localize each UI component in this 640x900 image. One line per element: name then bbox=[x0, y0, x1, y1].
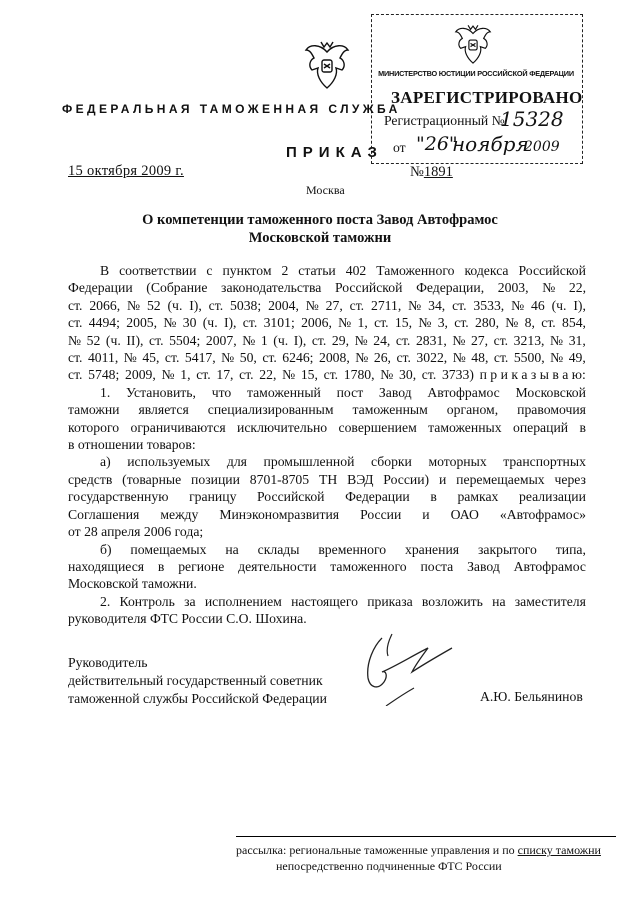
body-word: Федерации bbox=[345, 489, 410, 505]
body-word: ст. bbox=[395, 332, 411, 348]
stamp-registered-text: ЗАРЕГИСТРИРОВАНО bbox=[391, 88, 583, 107]
body-word: 4494; bbox=[88, 315, 120, 331]
body-word: ст. bbox=[493, 350, 509, 366]
body-word: 2007, bbox=[205, 332, 237, 348]
city: Москва bbox=[306, 183, 345, 197]
body-word: 17, bbox=[216, 367, 234, 383]
body-word: № bbox=[282, 367, 296, 383]
body-word: России) bbox=[383, 471, 430, 487]
body-word: № bbox=[550, 350, 564, 366]
body-line bbox=[68, 488, 586, 505]
body-word: 1. bbox=[100, 384, 111, 400]
body-word: 50, bbox=[239, 350, 257, 366]
body-word: в bbox=[430, 489, 437, 505]
body-word: № bbox=[418, 315, 432, 331]
body-word: 2066, bbox=[89, 297, 121, 313]
body-word: моторных bbox=[428, 454, 487, 470]
body-word: ст. bbox=[196, 367, 211, 383]
body-word: 3533, bbox=[473, 297, 505, 313]
body-word: заместителя bbox=[514, 593, 586, 609]
body-word: 2003, bbox=[497, 280, 529, 296]
body-word: позиции bbox=[191, 471, 240, 487]
body-word: Автофрамос bbox=[427, 384, 500, 400]
body-word: № bbox=[408, 297, 422, 313]
body-word: II), bbox=[126, 332, 144, 348]
body-word: 27, bbox=[325, 297, 343, 313]
distribution-line-1 bbox=[236, 842, 601, 858]
number-value: 1891 bbox=[423, 164, 453, 180]
body-word: для bbox=[226, 454, 247, 470]
body-word: и bbox=[438, 471, 447, 487]
body-word: 52 bbox=[146, 297, 161, 313]
body-word: пост bbox=[336, 384, 364, 400]
body-word: 2008, bbox=[318, 350, 350, 366]
body-word: за bbox=[184, 593, 196, 609]
body-line bbox=[68, 558, 586, 575]
body-word: п р и к а з ы в а ю: bbox=[479, 367, 586, 383]
body-word: 3213, bbox=[513, 332, 545, 348]
body-word: 29, bbox=[331, 332, 349, 348]
body-line bbox=[68, 279, 586, 296]
body-word: 3022, bbox=[416, 350, 448, 366]
body-word: ст. bbox=[68, 367, 83, 383]
body-line bbox=[68, 314, 586, 331]
body-word: операций bbox=[512, 419, 569, 435]
body-word: 5417, bbox=[184, 350, 216, 366]
body-word: ст. bbox=[323, 367, 339, 383]
body-word: ст. bbox=[149, 332, 164, 348]
signer-title-3: таможенной службы Российской Федерации bbox=[68, 691, 327, 706]
body-word: 2009, bbox=[125, 367, 156, 383]
distribution-note bbox=[236, 842, 601, 874]
title-line-1: О компетенции таможенного поста Завод Автофрамос bbox=[142, 212, 498, 228]
body-word: 46 bbox=[531, 297, 545, 313]
body-word: ст. bbox=[311, 332, 327, 348]
body-word: № bbox=[511, 297, 525, 313]
body-word: I), bbox=[573, 297, 586, 313]
body-word: ст. bbox=[454, 315, 469, 331]
body-word: Автофрамос bbox=[513, 558, 586, 574]
body-word: 30 bbox=[182, 315, 197, 331]
body-word: исполнением bbox=[204, 593, 282, 609]
body-word: I), bbox=[189, 297, 202, 313]
body-word: совершением bbox=[338, 419, 417, 435]
body-word: Московской bbox=[515, 384, 586, 400]
body-word: является bbox=[138, 402, 189, 418]
body-word: № bbox=[123, 350, 137, 366]
body-word: 45, bbox=[142, 350, 160, 366]
body-word: 52 bbox=[86, 332, 101, 348]
body-word: государственную bbox=[68, 489, 169, 505]
body-word: 1, bbox=[180, 367, 191, 383]
body-word: № bbox=[380, 367, 394, 383]
stamp-date-day: "26" bbox=[416, 133, 458, 155]
body-word: 1 bbox=[260, 332, 268, 348]
stamp-reg-number: 15328 bbox=[500, 107, 564, 131]
body-word: 2. bbox=[100, 593, 111, 609]
body-word: ст. bbox=[239, 367, 254, 383]
body-word: ст. bbox=[262, 350, 277, 366]
body-word: Контроль bbox=[119, 593, 175, 609]
body-word: № bbox=[452, 350, 466, 366]
body-line bbox=[68, 297, 586, 314]
body-word: настоящего bbox=[291, 593, 358, 609]
body-word: 2006, bbox=[301, 315, 332, 331]
body-line bbox=[68, 610, 586, 627]
body-word: ст. bbox=[242, 315, 258, 331]
body-word: ст. bbox=[452, 297, 467, 313]
body-line bbox=[68, 384, 586, 401]
body-word: на bbox=[492, 593, 506, 609]
body-word: ограничиваются bbox=[130, 419, 226, 435]
body-word: ОАО bbox=[450, 506, 479, 522]
body-word: 1780, bbox=[343, 367, 375, 383]
body-word: руководителя ФТС России С.О. Шохина. bbox=[68, 611, 307, 627]
body-word: ст. bbox=[396, 350, 411, 366]
body-word: 6246; bbox=[282, 350, 314, 366]
body-word: статьи bbox=[298, 263, 336, 278]
body-line bbox=[68, 349, 586, 366]
body-word: ст. bbox=[164, 350, 180, 366]
body-word: в отношении товаров: bbox=[68, 437, 196, 453]
body-word: закрытого bbox=[477, 541, 537, 557]
body-word: I), bbox=[223, 315, 237, 331]
body-word: временного bbox=[318, 541, 387, 557]
body-word: 15, bbox=[394, 315, 412, 331]
body-word: законодательства bbox=[221, 280, 322, 296]
stamp-date-month: ноября bbox=[452, 132, 529, 156]
body-word: 30, bbox=[399, 367, 417, 383]
body-word: регионе bbox=[178, 558, 225, 574]
title-line-2: Московской таможни bbox=[248, 230, 392, 246]
body-word: Установить, bbox=[126, 384, 196, 400]
body-word: № bbox=[127, 297, 141, 313]
body-word: ст. bbox=[374, 315, 389, 331]
body-word: 8, bbox=[524, 315, 535, 331]
body-word: между bbox=[160, 506, 199, 522]
body-word: органом, bbox=[446, 402, 499, 418]
body-word: Федерации bbox=[68, 280, 133, 296]
body-word: ст. bbox=[421, 367, 437, 383]
body-word: Завод bbox=[378, 384, 412, 400]
body-word: № bbox=[542, 280, 556, 296]
body-word: 3733) bbox=[441, 367, 474, 383]
stamp-ministry-text: МИНИСТЕРСТВО ЮСТИЦИИ РОССИЙСКОЙ ФЕДЕРАЦИИ bbox=[378, 69, 574, 78]
body-word: и bbox=[422, 506, 430, 522]
body-line bbox=[68, 575, 586, 592]
body-word: исключительно bbox=[237, 419, 328, 435]
organization-name: ФЕДЕРАЛЬНАЯ ТАМОЖЕННАЯ СЛУЖБА bbox=[62, 102, 401, 116]
body-word: таможни bbox=[68, 402, 120, 418]
body-word: приказа bbox=[367, 593, 413, 609]
stamp-date-prefix: от bbox=[393, 140, 406, 155]
body-word: 2005, bbox=[126, 315, 158, 331]
body-word: в bbox=[579, 419, 586, 435]
body-word: ст. bbox=[349, 297, 365, 313]
document-title bbox=[90, 211, 550, 247]
body-word: 3101; bbox=[263, 315, 295, 331]
document-body bbox=[68, 262, 586, 628]
body-word: 34, bbox=[428, 297, 446, 313]
body-word: № bbox=[354, 332, 368, 348]
body-word: которого bbox=[68, 419, 120, 435]
body-word: возложить bbox=[421, 593, 483, 609]
body-word: (ч. bbox=[273, 332, 289, 348]
body-word: хранения bbox=[404, 541, 460, 557]
body-word: средств bbox=[68, 471, 113, 487]
body-line bbox=[68, 262, 586, 279]
body-word: Российской bbox=[257, 489, 325, 505]
body-word: ТН bbox=[318, 471, 338, 487]
body-word: 280, bbox=[475, 315, 499, 331]
body-word: 26, bbox=[373, 350, 391, 366]
body-word: Российской bbox=[334, 280, 403, 296]
body-word: № bbox=[242, 332, 256, 348]
body-word: 5504; bbox=[169, 332, 201, 348]
body-word: № bbox=[221, 350, 235, 366]
body-word: таможенный bbox=[246, 384, 321, 400]
body-word: № bbox=[163, 315, 177, 331]
body-word: пунктом bbox=[222, 263, 272, 278]
body-word: 2 bbox=[281, 263, 289, 278]
body-word: № bbox=[161, 367, 175, 383]
body-word: находящиеся bbox=[68, 558, 145, 574]
coat-of-arms-emblem bbox=[302, 38, 352, 94]
order-number bbox=[410, 164, 453, 181]
body-line bbox=[68, 419, 586, 436]
body-line bbox=[68, 332, 586, 349]
body-word: Завод bbox=[467, 558, 500, 574]
body-word: (Собрание bbox=[146, 280, 208, 296]
body-word: Соглашения bbox=[68, 506, 140, 522]
body-word: помещаемых bbox=[130, 541, 207, 557]
body-word: № bbox=[505, 315, 519, 331]
body-word: ст. bbox=[493, 332, 509, 348]
body-line bbox=[68, 436, 586, 453]
handwritten-signature bbox=[352, 626, 462, 706]
body-word: № bbox=[355, 350, 369, 366]
body-word: (ч. bbox=[105, 332, 121, 348]
number-prefix: № bbox=[410, 164, 424, 180]
body-word: № bbox=[305, 297, 319, 313]
body-word: рамках bbox=[457, 489, 499, 505]
body-word: (ч. bbox=[202, 315, 218, 331]
distribution-divider bbox=[236, 836, 616, 837]
body-word: кодекса bbox=[464, 263, 509, 278]
body-word: 2004, bbox=[268, 297, 299, 313]
body-word: 5748; bbox=[88, 367, 120, 383]
body-word: ст. bbox=[208, 297, 224, 313]
body-word: реализации bbox=[519, 489, 586, 505]
body-line bbox=[68, 366, 586, 383]
body-word: ст. bbox=[68, 297, 83, 313]
body-word: а) bbox=[100, 454, 111, 470]
body-word: 22, bbox=[568, 280, 586, 296]
distribution-prefix: рассылка: региональные таможенные управления и по bbox=[236, 843, 515, 857]
body-word: таможенных bbox=[428, 419, 502, 435]
body-word: 8701-8705 bbox=[249, 471, 310, 487]
body-word: 24, bbox=[373, 332, 391, 348]
body-word: 31, bbox=[568, 332, 586, 348]
body-word: 48, bbox=[471, 350, 489, 366]
order-title: ПРИКАЗ bbox=[286, 144, 383, 161]
body-line bbox=[68, 453, 586, 470]
signer-title-1: Руководитель bbox=[68, 655, 148, 670]
body-word: специализированным bbox=[207, 402, 334, 418]
body-word: 402 bbox=[345, 263, 367, 278]
body-line bbox=[68, 401, 586, 418]
body-word: на bbox=[225, 541, 239, 557]
body-word: 3, bbox=[437, 315, 448, 331]
body-word: используемых bbox=[127, 454, 211, 470]
body-word: через bbox=[554, 471, 586, 487]
body-word: ст. bbox=[68, 350, 83, 366]
signer-block bbox=[68, 654, 327, 708]
body-word: 854, bbox=[562, 315, 586, 331]
body-word: № bbox=[68, 332, 82, 348]
body-word: типа, bbox=[555, 541, 586, 557]
body-word: Московской таможни. bbox=[68, 576, 197, 592]
stamp-reg-number-label: Регистрационный № bbox=[384, 113, 505, 128]
signer-name: А.Ю. Бельянинов bbox=[480, 689, 583, 704]
body-word: 27, bbox=[470, 332, 489, 348]
body-word: сборки bbox=[371, 454, 412, 470]
stamp-date-year: 2009 bbox=[524, 139, 560, 155]
body-word: № bbox=[452, 332, 466, 348]
body-line bbox=[68, 541, 586, 558]
body-word: таможенного bbox=[330, 558, 407, 574]
body-word: ВЭД bbox=[347, 471, 374, 487]
order-date: 15 октября 2009 г. bbox=[68, 163, 184, 179]
body-word: 49, bbox=[568, 350, 586, 366]
body-word: № bbox=[550, 332, 564, 348]
body-word: (ч. bbox=[551, 297, 567, 313]
body-word: деятельности bbox=[238, 558, 317, 574]
body-word: ст. bbox=[541, 315, 556, 331]
body-word: поста bbox=[420, 558, 454, 574]
body-word: склады bbox=[257, 541, 300, 557]
body-word: 5038; bbox=[230, 297, 262, 313]
body-word: 22, bbox=[259, 367, 277, 383]
body-line bbox=[68, 523, 586, 540]
body-word: от 28 апреля 2006 года; bbox=[68, 524, 204, 540]
body-word: 5500, bbox=[513, 350, 545, 366]
body-word: 1, bbox=[357, 315, 368, 331]
signer-title-2: действительный государственный советник bbox=[68, 673, 323, 688]
body-word: Федерации, bbox=[416, 280, 485, 296]
body-word: в bbox=[157, 558, 165, 574]
body-word: границу bbox=[189, 489, 237, 505]
body-word: Минэкономразвития bbox=[219, 506, 340, 522]
body-word: «Автофрамос» bbox=[499, 506, 586, 522]
body-line bbox=[68, 593, 586, 610]
body-word: 4011, bbox=[87, 350, 119, 366]
body-word: № bbox=[338, 315, 352, 331]
body-word: перемещаемых bbox=[456, 471, 545, 487]
body-word: что bbox=[211, 384, 232, 400]
body-word: I), bbox=[293, 332, 307, 348]
body-word: 2711, bbox=[370, 297, 402, 313]
distribution-line-2: непосредственно подчиненные ФТС России bbox=[276, 859, 502, 873]
body-word: б) bbox=[100, 541, 112, 557]
body-word: таможенным bbox=[352, 402, 428, 418]
body-word: Российской bbox=[518, 263, 586, 278]
body-word: России bbox=[360, 506, 402, 522]
body-word: 2831, bbox=[415, 332, 447, 348]
body-word: 15, bbox=[300, 367, 318, 383]
body-word: транспортных bbox=[503, 454, 586, 470]
body-word: ст. bbox=[68, 315, 83, 331]
body-word: правомочия bbox=[517, 402, 586, 418]
body-word: промышленной bbox=[263, 454, 355, 470]
body-line bbox=[68, 471, 586, 488]
distribution-underlined: списку таможни bbox=[517, 843, 601, 857]
body-word: Таможенного bbox=[376, 263, 455, 278]
body-word: соответствии bbox=[119, 263, 197, 278]
body-word: (товарные bbox=[122, 471, 182, 487]
body-word: В bbox=[100, 263, 110, 278]
body-word: с bbox=[206, 263, 213, 278]
body-line bbox=[68, 506, 586, 523]
body-word: (ч. bbox=[167, 297, 183, 313]
